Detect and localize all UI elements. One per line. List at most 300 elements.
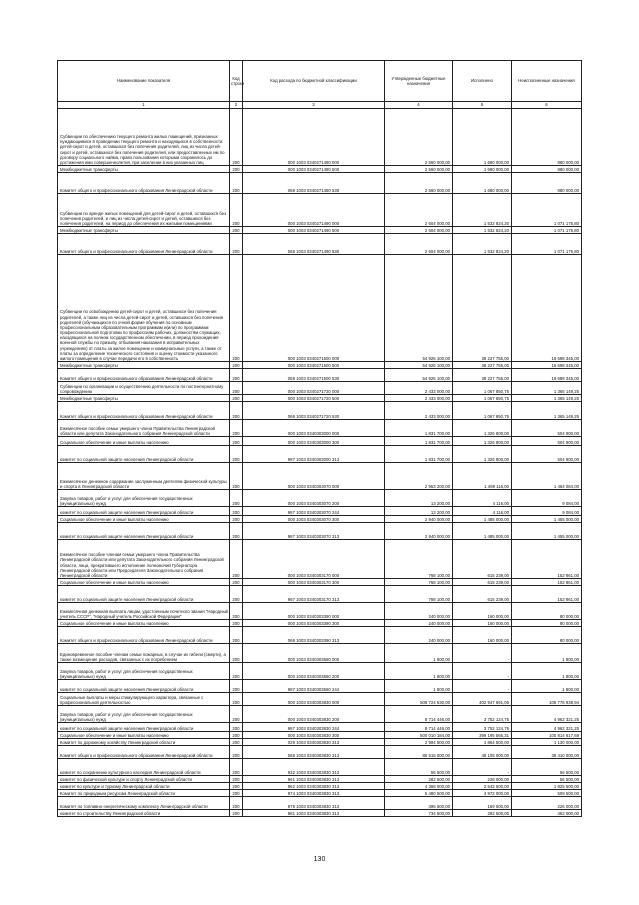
header-approved: Утвержденные бюджетные назначения	[385, 61, 453, 102]
budget-code-cell: 000 1003 0340271480 000	[243, 109, 385, 166]
approved-amount-cell: 1 800,00	[385, 663, 453, 680]
table-row	[58, 540, 582, 579]
line-code-cell: 200	[230, 173, 243, 194]
line-code-cell: 200	[230, 523, 243, 540]
budget-code-cell: 000 1003 0340303070 300	[243, 516, 385, 523]
table-row	[58, 166, 582, 173]
line-code-cell: 200	[230, 463, 243, 490]
remaining-amount-cell: 1 455 000,00	[512, 516, 582, 523]
table-row	[58, 446, 582, 463]
approved-amount-cell: 282 500,00	[385, 776, 453, 783]
indicator-name-cell: Ежемесячная денежная выплата лицам, удостоенным почетного звания "Народный учитель СССР", "Народный учитель Российской Федерации"	[58, 603, 230, 620]
budget-code-cell: 068 1003 0340271490 530	[243, 234, 385, 255]
executed-amount-cell: 38 227 755,00	[453, 369, 512, 382]
table-row	[58, 644, 582, 663]
approved-amount-cell: 5 480 500,00	[385, 790, 453, 797]
table-row	[58, 382, 582, 395]
line-code-cell: 200	[230, 540, 243, 579]
table-row	[58, 706, 582, 723]
executed-amount-cell: 1 485 000,00	[453, 516, 512, 523]
remaining-amount-cell: 1 464 084,00	[512, 463, 582, 490]
approved-amount-cell: 2 604 000,00	[385, 227, 453, 234]
line-code-cell: 200	[230, 732, 243, 739]
executed-amount-cell: 1 326 800,00	[453, 437, 512, 446]
line-code-cell: 200	[230, 739, 243, 746]
indicator-name-cell: Комитет общего и профессионального образования Ленинградской области	[58, 369, 230, 382]
remaining-amount-cell: 880 000,00	[512, 173, 582, 194]
remaining-amount-cell: 56 500,00	[512, 776, 582, 783]
remaining-amount-cell: 38 410 000,00	[512, 746, 582, 759]
table-row	[58, 776, 582, 783]
line-code-cell: 200	[230, 706, 243, 723]
executed-amount-cell: 1 680 000,00	[453, 166, 512, 173]
line-code-cell: 200	[230, 362, 243, 369]
indicator-name-cell: комитет по социальной защите населения Ленинградской области	[58, 507, 230, 516]
indicator-name-cell: комитет по сохранению культурного наследия Ленинградской области	[58, 759, 230, 776]
approved-amount-cell: 4 368 000,00	[385, 783, 453, 790]
approved-amount-cell: 1 831 700,00	[385, 437, 453, 446]
remaining-amount-cell: 100 814 617,69	[512, 732, 582, 739]
table-row	[58, 255, 582, 362]
line-code-cell: 200	[230, 446, 243, 463]
table-row	[58, 420, 582, 437]
page-number: 130	[313, 856, 326, 863]
line-code-cell: 200	[230, 627, 243, 644]
executed-amount-cell: 1 680 000,00	[453, 173, 512, 194]
indicator-name-cell: комитет по социальной защите населения Ленинградской области	[58, 446, 230, 463]
approved-amount-cell: 13 200,00	[385, 507, 453, 516]
remaining-amount-cell: 4 962 321,25	[512, 723, 582, 732]
approved-amount-cell: 240 000,00	[385, 627, 453, 644]
indicator-name-cell: Комитет по дорожному хозяйству Ленинградской области	[58, 739, 230, 746]
line-code-cell: 200	[230, 680, 243, 693]
budget-code-cell: 961 1003 0340303830 313	[243, 776, 385, 783]
executed-amount-cell: 1 067 850,75	[453, 395, 512, 402]
table-row	[58, 463, 582, 490]
budget-code-cell: 987 1003 0340303070 313	[243, 523, 385, 540]
remaining-amount-cell: 504 900,00	[512, 437, 582, 446]
budget-code-cell: 987 1003 0340303170 313	[243, 586, 385, 603]
table-row	[58, 490, 582, 507]
remaining-amount-cell: 152 861,00	[512, 586, 582, 603]
executed-amount-cell: 1 326 800,00	[453, 446, 512, 463]
executed-amount-cell: 38 227 755,00	[453, 362, 512, 369]
table-row	[58, 603, 582, 620]
executed-amount-cell: 1 067 850,75	[453, 382, 512, 395]
remaining-amount-cell: 1 071 175,80	[512, 194, 582, 227]
table-row	[58, 523, 582, 540]
header-line-code: Код строки	[230, 61, 243, 102]
executed-amount-cell: -	[453, 680, 512, 693]
budget-code-cell: 029 1003 0340303830 313	[243, 739, 385, 746]
budget-code-cell: 068 1003 0340303830 313	[243, 746, 385, 759]
line-code-cell: 200	[230, 437, 243, 446]
executed-amount-cell: 1 680 000,00	[453, 109, 512, 166]
budget-code-cell: 987 1003 0340303000 313	[243, 446, 385, 463]
budget-code-cell: 000 1003 0340303000 300	[243, 437, 385, 446]
remaining-amount-cell: 9 084,00	[512, 490, 582, 507]
indicator-name-cell: Социальное обеспечение и иные выплаты населению	[58, 579, 230, 586]
table-row	[58, 109, 582, 166]
remaining-amount-cell: 1 800,00	[512, 644, 582, 663]
table-row	[58, 680, 582, 693]
budget-code-cell: 974 1003 0340303830 313	[243, 790, 385, 797]
indicator-name-cell: комитет по культуре и туризму Ленинградской области	[58, 783, 230, 790]
executed-amount-cell: 1 489 116,00	[453, 463, 512, 490]
executed-amount-cell: -	[453, 644, 512, 663]
line-code-cell: 200	[230, 255, 243, 362]
executed-amount-cell: 3 752 124,75	[453, 723, 512, 732]
executed-amount-cell: 160 000,00	[453, 620, 512, 627]
approved-amount-cell: 1 831 700,00	[385, 420, 453, 437]
indicator-name-cell: Закупка товаров, работ и услуг для обеспечения государственных (муниципальных) нужд	[58, 706, 230, 723]
budget-code-cell: 987 1003 0340303560 244	[243, 680, 385, 693]
remaining-amount-cell: 1 800,00	[512, 680, 582, 693]
budget-code-cell: 000 1003 0340303560 000	[243, 644, 385, 663]
indicator-name-cell: Межбюджетные трансферты	[58, 362, 230, 369]
budget-code-cell: 000 1003 0340271480 500	[243, 166, 385, 173]
indicator-name-cell: комитет по строительству Ленинградской области	[58, 810, 230, 817]
table-row	[58, 739, 582, 746]
indicator-name-cell: комитет по социальной защите населения Ленинградской области	[58, 586, 230, 603]
budget-code-cell: 000 1003 0340271500 000	[243, 255, 385, 362]
table-row	[58, 790, 582, 797]
remaining-amount-cell: 504 900,00	[512, 446, 582, 463]
line-code-cell: 200	[230, 402, 243, 420]
approved-amount-cell: 86 515 000,00	[385, 746, 453, 759]
table-row	[58, 693, 582, 706]
approved-amount-cell: 1 800,00	[385, 680, 453, 693]
executed-amount-cell: 615 239,00	[453, 540, 512, 579]
line-code-cell: 200	[230, 783, 243, 790]
indicator-name-cell: комитет по физической культуре и спорту Ленинградской области	[58, 776, 230, 783]
table-row	[58, 516, 582, 523]
budget-code-cell: 000 1003 0340271490 000	[243, 194, 385, 227]
line-code-cell: 200	[230, 166, 243, 173]
approved-amount-cell: 13 200,00	[385, 490, 453, 507]
line-code-cell: 200	[230, 776, 243, 783]
remaining-amount-cell: 152 861,00	[512, 540, 582, 579]
approved-amount-cell: 2 953 200,00	[385, 463, 453, 490]
approved-amount-cell: 2 560 000,00	[385, 166, 453, 173]
approved-amount-cell: 500 010 184,00	[385, 732, 453, 739]
approved-amount-cell: 768 100,00	[385, 540, 453, 579]
table-row	[58, 746, 582, 759]
approved-amount-cell: 1 831 700,00	[385, 446, 453, 463]
executed-amount-cell: 1 326 800,00	[453, 420, 512, 437]
executed-amount-cell: 169 500,00	[453, 797, 512, 810]
indicator-name-cell: Межбюджетные трансферты	[58, 227, 230, 234]
indicator-name-cell: Социальное обеспечение и иные выплаты населению	[58, 620, 230, 627]
line-code-cell: 200	[230, 586, 243, 603]
indicator-name-cell: Комитет общего и профессионального образования Ленинградской области	[58, 173, 230, 194]
executed-amount-cell: 3 752 124,75	[453, 706, 512, 723]
indicator-name-cell: Субвенции по организации и осуществлению деятельности по постинтернатному сопровождению	[58, 382, 230, 395]
table-row	[58, 369, 582, 382]
budget-code-cell: 000 1003 0340303830 000	[243, 693, 385, 706]
indicator-name-cell: Ежемесячное пособие семье умершего члена Правительства Ленинградской области или депутата Законодательного собрания Ленинградской области	[58, 420, 230, 437]
budget-code-cell: 987 1003 0340303070 244	[243, 507, 385, 516]
remaining-amount-cell: 1 365 149,25	[512, 395, 582, 402]
table-row	[58, 723, 582, 732]
table-row	[58, 783, 582, 790]
indicator-name-cell: Единовременное пособие членам семьи пожарных, в случае их гибели (смерти), а также возмещение расходов, связанных с их погребением	[58, 644, 230, 663]
indicator-name-cell: Социальное обеспечение и иные выплаты населению	[58, 516, 230, 523]
remaining-amount-cell: 9 084,00	[512, 507, 582, 516]
executed-amount-cell: 1 067 850,75	[453, 402, 512, 420]
budget-code-cell: 000 1003 0340303830 300	[243, 732, 385, 739]
indicator-name-cell: комитет по социальной защите населения Ленинградской области	[58, 523, 230, 540]
executed-amount-cell: 4 116,00	[453, 507, 512, 516]
budget-code-cell: 978 1003 0340303830 313	[243, 797, 385, 810]
indicator-name-cell: Комитет общего и профессионального образования Ленинградской области	[58, 746, 230, 759]
remaining-amount-cell: 1 825 500,00	[512, 783, 582, 790]
indicator-name-cell: Комитет по топливно-энергетическому комплексу Ленинградской области	[58, 797, 230, 810]
line-code-cell: 200	[230, 109, 243, 166]
line-code-cell: 200	[230, 693, 243, 706]
approved-amount-cell: 2 940 000,00	[385, 516, 453, 523]
executed-amount-cell: 48 105 000,00	[453, 746, 512, 759]
executed-amount-cell: 1 532 824,20	[453, 194, 512, 227]
budget-code-cell: 000 1003 0340271490 500	[243, 227, 385, 234]
executed-amount-cell: 4 972 000,00	[453, 790, 512, 797]
approved-amount-cell: 2 994 500,00	[385, 739, 453, 746]
table-row	[58, 627, 582, 644]
column-number: 3	[243, 102, 385, 109]
approved-amount-cell: 54 926 100,00	[385, 362, 453, 369]
indicator-name-cell: комитет по социальной защите населения Ленинградской области	[58, 680, 230, 693]
budget-code-cell: 981 1003 0340303830 313	[243, 810, 385, 817]
executed-amount-cell: 615 239,00	[453, 586, 512, 603]
approved-amount-cell: 2 560 000,00	[385, 109, 453, 166]
budget-code-cell: 000 1003 0340303390 300	[243, 620, 385, 627]
header-budget-code: Код расхода по бюджетной классификации	[243, 61, 385, 102]
line-code-cell: 200	[230, 420, 243, 437]
remaining-amount-cell: 56 500,00	[512, 759, 582, 776]
line-code-cell: 200	[230, 382, 243, 395]
indicator-name-cell: Комитет по природным ресурсам Ленинградской области	[58, 790, 230, 797]
executed-amount-cell: 399 195 566,31	[453, 732, 512, 739]
executed-amount-cell: 1 485 000,00	[453, 523, 512, 540]
table-row	[58, 759, 582, 776]
approved-amount-cell: 734 500,00	[385, 810, 453, 817]
budget-code-cell: 068 1003 0340271720 530	[243, 402, 385, 420]
remaining-amount-cell: 16 698 345,00	[512, 255, 582, 362]
report-page	[57, 60, 581, 817]
column-number: 6	[512, 102, 582, 109]
table-row	[58, 437, 582, 446]
budget-code-cell: 000 1003 0340303070 200	[243, 490, 385, 507]
indicator-name-cell: Закупка товаров, работ и услуг для обеспечения государственных (муниципальных) нужд	[58, 663, 230, 680]
executed-amount-cell: -	[453, 663, 512, 680]
column-number-row	[58, 102, 582, 109]
line-code-cell: 200	[230, 507, 243, 516]
column-number: 5	[453, 102, 512, 109]
table-row	[58, 234, 582, 255]
approved-amount-cell: 2 604 000,00	[385, 234, 453, 255]
executed-amount-cell: 1 532 824,20	[453, 227, 512, 234]
line-code-cell: 200	[230, 395, 243, 402]
approved-amount-cell: 768 100,00	[385, 579, 453, 586]
remaining-amount-cell: 16 698 345,00	[512, 369, 582, 382]
remaining-amount-cell: 4 962 321,25	[512, 706, 582, 723]
line-code-cell: 200	[230, 620, 243, 627]
remaining-amount-cell: 452 000,00	[512, 810, 582, 817]
line-code-cell: 200	[230, 797, 243, 810]
executed-amount-cell: 226 000,00	[453, 776, 512, 783]
table-row	[58, 732, 582, 739]
executed-amount-cell: 1 532 824,20	[453, 234, 512, 255]
budget-code-cell: 932 1003 0340303830 313	[243, 759, 385, 776]
approved-amount-cell: 1 800,00	[385, 644, 453, 663]
budget-code-cell: 000 1003 0340271720 000	[243, 382, 385, 395]
table-header-row	[58, 61, 582, 102]
budget-execution-table	[57, 60, 582, 817]
budget-code-cell: 000 1003 0340303070 000	[243, 463, 385, 490]
indicator-name-cell: Межбюджетные трансферты	[58, 166, 230, 173]
table-row	[58, 173, 582, 194]
remaining-amount-cell: 1 800,00	[512, 663, 582, 680]
remaining-amount-cell: 880 000,00	[512, 109, 582, 166]
table-row	[58, 194, 582, 227]
remaining-amount-cell: 80 000,00	[512, 620, 582, 627]
remaining-amount-cell: 1 071 175,80	[512, 234, 582, 255]
approved-amount-cell: 240 000,00	[385, 603, 453, 620]
budget-code-cell: 962 1003 0340303830 313	[243, 783, 385, 790]
budget-code-cell: 000 1003 0340303560 200	[243, 663, 385, 680]
column-number: 4	[385, 102, 453, 109]
approved-amount-cell: 2 604 000,00	[385, 194, 453, 227]
remaining-amount-cell: 1 365 149,25	[512, 382, 582, 395]
executed-amount-cell: 2 542 500,00	[453, 783, 512, 790]
budget-code-cell: 987 1003 0340303830 244	[243, 723, 385, 732]
approved-amount-cell: 54 926 100,00	[385, 369, 453, 382]
table-row	[58, 663, 582, 680]
approved-amount-cell: 768 100,00	[385, 586, 453, 603]
line-code-cell: 200	[230, 644, 243, 663]
remaining-amount-cell: 504 900,00	[512, 420, 582, 437]
executed-amount-cell: -	[453, 759, 512, 776]
line-code-cell: 200	[230, 663, 243, 680]
approved-amount-cell: 2 940 000,00	[385, 523, 453, 540]
column-number: 1	[58, 102, 230, 109]
table-row	[58, 227, 582, 234]
indicator-name-cell: Комитет общего и профессионального образования Ленинградской области	[58, 234, 230, 255]
line-code-cell: 200	[230, 227, 243, 234]
executed-amount-cell: 402 947 691,06	[453, 693, 512, 706]
remaining-amount-cell: 80 000,00	[512, 603, 582, 620]
line-code-cell: 200	[230, 369, 243, 382]
remaining-amount-cell: 80 000,00	[512, 627, 582, 644]
table-body	[58, 109, 582, 817]
indicator-name-cell: комитет по социальной защите населения Ленинградской области	[58, 723, 230, 732]
approved-amount-cell: 508 724 630,00	[385, 693, 453, 706]
line-code-cell: 200	[230, 194, 243, 227]
remaining-amount-cell: 1 365 149,25	[512, 402, 582, 420]
executed-amount-cell: 160 000,00	[453, 627, 512, 644]
budget-code-cell: 000 1003 0340303170 000	[243, 540, 385, 579]
table-row	[58, 395, 582, 402]
indicator-name-cell: Ежемесячное пособие членам семьи умершего члена Правительства Ленинградской области или депутата Законодательного собрания Ленинградской области, лица, прекратившего исполнение полномочий Губернатора Ленинградской области или Председателя Законодательного собрания Ленинградской области	[58, 540, 230, 579]
approved-amount-cell: 395 500,00	[385, 797, 453, 810]
table-row	[58, 810, 582, 817]
indicator-name-cell: Ежемесячное денежное содержание заслуженным деятелям физической культуры и спорта в Ленинградской области	[58, 463, 230, 490]
budget-code-cell: 000 1003 0340303000 000	[243, 420, 385, 437]
executed-amount-cell: 615 239,00	[453, 579, 512, 586]
line-code-cell: 200	[230, 790, 243, 797]
column-number: 2	[230, 102, 243, 109]
line-code-cell: 200	[230, 579, 243, 586]
indicator-name-cell: Социальные выплаты и меры стимулирующего характера, связанные с профессиональной деятельностью	[58, 693, 230, 706]
table-row	[58, 579, 582, 586]
remaining-amount-cell: 880 000,00	[512, 166, 582, 173]
budget-code-cell: 000 1003 0340271500 500	[243, 362, 385, 369]
remaining-amount-cell: 226 000,00	[512, 797, 582, 810]
line-code-cell: 200	[230, 723, 243, 732]
remaining-amount-cell: 16 698 345,00	[512, 362, 582, 369]
table-row	[58, 402, 582, 420]
line-code-cell: 200	[230, 746, 243, 759]
indicator-name-cell: Субвенции по обеспечению текущего ремонта жилых помещений, признанных нуждающимися в проведении текущего ремонта и находящихся в собственности детей-сирот и детей, оставшихся без попечения родителей, лиц из числа детей-сирот и детей, оставшихся без попечения родителей, или предоставленных им по договору социального найма, право пользования которыми сохранилось до достижения ими совершеннолетия, при заселении в них указанных лиц	[58, 109, 230, 166]
executed-amount-cell: 38 227 755,00	[453, 255, 512, 362]
budget-code-cell: 000 1003 0340271720 500	[243, 395, 385, 402]
approved-amount-cell: 2 433 000,00	[385, 395, 453, 402]
indicator-name-cell: Социальное обеспечение и иные выплаты населению	[58, 732, 230, 739]
budget-code-cell: 068 1003 0340271480 530	[243, 173, 385, 194]
table-row	[58, 586, 582, 603]
indicator-name-cell: Комитет общего и профессионального образования Ленинградской области	[58, 402, 230, 420]
remaining-amount-cell: 105 776 938,94	[512, 693, 582, 706]
remaining-amount-cell: 508 500,00	[512, 790, 582, 797]
approved-amount-cell: 2 433 000,00	[385, 382, 453, 395]
budget-code-cell: 068 1003 0340271500 530	[243, 369, 385, 382]
table-row	[58, 620, 582, 627]
line-code-cell: 200	[230, 759, 243, 776]
approved-amount-cell: 54 926 100,00	[385, 255, 453, 362]
remaining-amount-cell: 1 130 000,00	[512, 739, 582, 746]
table-row	[58, 507, 582, 516]
budget-code-cell: 000 1003 0340303390 000	[243, 603, 385, 620]
executed-amount-cell: 1 864 500,00	[453, 739, 512, 746]
table-row	[58, 797, 582, 810]
line-code-cell: 200	[230, 810, 243, 817]
header-remaining: Неисполненные назначения	[512, 61, 582, 102]
line-code-cell: 200	[230, 516, 243, 523]
budget-code-cell: 000 1003 0340303830 200	[243, 706, 385, 723]
approved-amount-cell: 2 560 000,00	[385, 173, 453, 194]
remaining-amount-cell: 1 071 175,80	[512, 227, 582, 234]
header-indicator-name: Наименование показателя	[58, 61, 230, 102]
remaining-amount-cell: 1 455 000,00	[512, 523, 582, 540]
budget-code-cell: 000 1003 0340303170 300	[243, 579, 385, 586]
executed-amount-cell: 282 500,00	[453, 810, 512, 817]
line-code-cell: 200	[230, 603, 243, 620]
indicator-name-cell: Комитет общего и профессионального образования Ленинградской области	[58, 627, 230, 644]
indicator-name-cell: Социальное обеспечение и иные выплаты населению	[58, 437, 230, 446]
executed-amount-cell: 160 000,00	[453, 603, 512, 620]
line-code-cell: 200	[230, 234, 243, 255]
approved-amount-cell: 2 433 000,00	[385, 402, 453, 420]
approved-amount-cell: 8 714 446,00	[385, 706, 453, 723]
budget-code-cell: 068 1003 0340303390 313	[243, 627, 385, 644]
table-row	[58, 362, 582, 369]
indicator-name-cell: Субвенции по освобождению детей-сирот и детей, оставшихся без попечения родителей, а также лиц из числа детей-сирот и детей, оставшихся без попечения родителей (обучающихся по очной форме обучения по основным профессиональным образовательным программам и(или) по программам профессиональной подготовки по профессиям рабочих, должностям служащих, находящихся на полном государственном обеспечении, в период прохождения военной службы по призыву, отбывания наказания в исправительных учреждениях) от платы за жилое помещение и коммунальные услуги, а также от платы за определение технического состояния и оценку стоимости указанного жилого помещения в случае передачи его в собственность	[58, 255, 230, 362]
indicator-name-cell: Межбюджетные трансферты	[58, 395, 230, 402]
approved-amount-cell: 240 000,00	[385, 620, 453, 627]
approved-amount-cell: 56 500,00	[385, 759, 453, 776]
line-code-cell: 200	[230, 490, 243, 507]
indicator-name-cell: Закупка товаров, работ и услуг для обеспечения государственных (муниципальных) нужд	[58, 490, 230, 507]
